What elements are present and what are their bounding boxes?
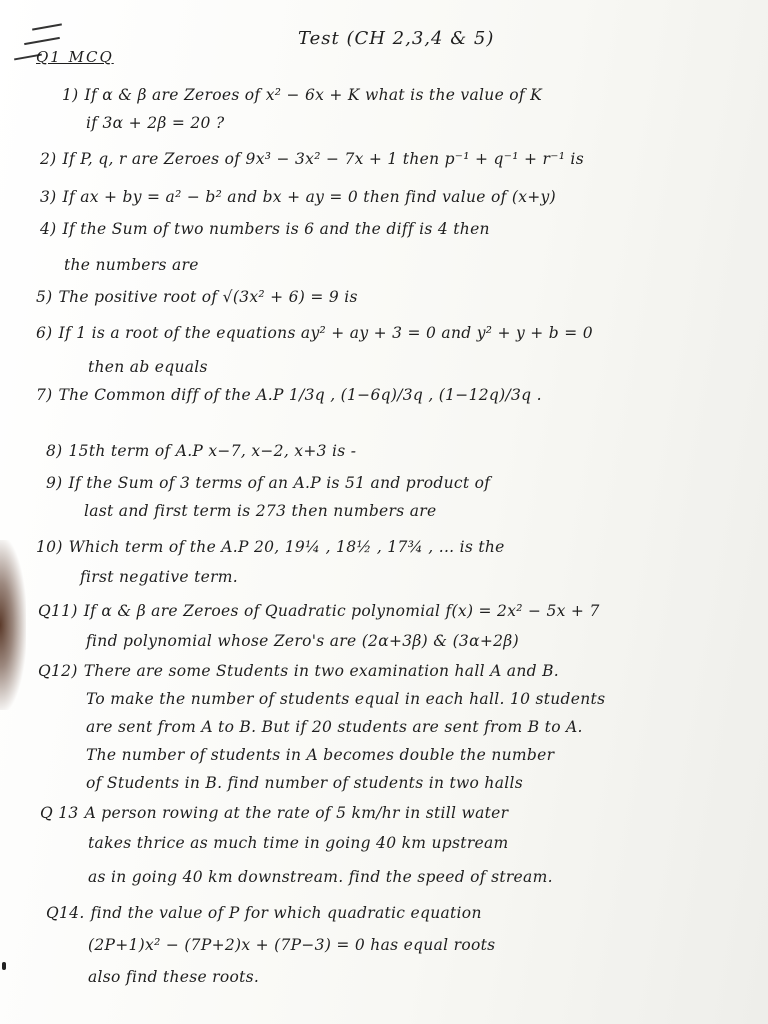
question-number: Q12) <box>38 662 78 680</box>
question-text: If the Sum of 3 terms of an A.P is 51 and product of <box>68 474 491 492</box>
question-number: 4) <box>40 220 57 238</box>
question-number: 10) <box>36 538 63 556</box>
question-13-line-2: takes thrice as much time in going 40 km upstream <box>88 834 509 852</box>
question-number: 5) <box>36 288 53 306</box>
question-10 <box>36 536 505 558</box>
question-13-line-3: as in going 40 km downstream. find the speed of stream. <box>88 868 553 886</box>
test-title: Test (CH 2,3,4 & 5) <box>298 28 495 49</box>
question-12-line-2: To make the number of students equal in each hall. 10 students <box>86 690 606 708</box>
question-3 <box>40 186 556 208</box>
question-6-line-2: then ab equals <box>88 358 208 376</box>
question-12 <box>38 660 559 682</box>
question-text: A person rowing at the rate of 5 km/hr in still water <box>84 804 509 822</box>
question-number: Q14. <box>46 904 85 922</box>
question-4 <box>40 218 490 240</box>
question-1-line-2: if 3α + 2β = 20 ? <box>86 114 225 132</box>
question-text: The positive root of √(3x² + 6) = 9 is <box>58 288 358 306</box>
question-text: If α & β are Zeroes of x² − 6x + K what is the value of K <box>84 86 543 104</box>
question-text: If ax + by = a² − b² and bx + ay = 0 then find value of (x+y) <box>62 188 556 206</box>
question-number: Q11) <box>38 602 78 620</box>
question-5 <box>36 286 358 308</box>
question-4-line-2: the numbers are <box>64 256 199 274</box>
question-text: find the value of P for which quadratic equation <box>90 904 482 922</box>
question-text: If α & β are Zeroes of Quadratic polynomial f(x) = 2x² − 5x + 7 <box>83 602 600 620</box>
question-number: Q 13 <box>40 804 79 822</box>
question-12-line-4: The number of students in A becomes double the number <box>86 746 555 764</box>
question-14-line-3: also find these roots. <box>88 968 260 986</box>
question-2 <box>40 148 584 170</box>
question-text: The Common diff of the A.P 1/3q , (1−6q)/3q , (1−12q)/3q . <box>58 386 542 404</box>
question-text: 15th term of A.P x−7, x−2, x+3 is - <box>68 442 357 460</box>
question-8 <box>46 440 356 462</box>
question-text: If 1 is a root of the equations ay² + ay + 3 = 0 and y² + y + b = 0 <box>58 324 593 342</box>
question-12-line-5: of Students in B. find number of students in two halls <box>86 774 524 792</box>
question-10-line-2: first negative term. <box>80 568 239 586</box>
question-number: 9) <box>46 474 63 492</box>
question-13 <box>40 802 508 824</box>
question-9-line-2: last and first term is 273 then numbers are <box>84 502 437 520</box>
question-text: Which term of the A.P 20, 19¼ , 18½ , 17¾ , ... is the <box>68 538 505 556</box>
question-14 <box>46 902 482 924</box>
question-text: There are some Students in two examination hall A and B. <box>83 662 560 680</box>
question-number: 7) <box>36 386 53 404</box>
margin-ink-dot <box>2 962 6 970</box>
question-14-line-2: (2P+1)x² − (7P+2)x + (7P−3) = 0 has equal roots <box>88 936 496 954</box>
question-text: If the Sum of two numbers is 6 and the diff is 4 then <box>62 220 490 238</box>
section-heading: Q1 MCQ <box>36 48 114 66</box>
question-number: 3) <box>40 188 57 206</box>
question-11 <box>38 600 600 622</box>
question-7 <box>36 384 542 406</box>
question-number: 6) <box>36 324 53 342</box>
question-6 <box>36 322 593 344</box>
question-number: 8) <box>46 442 63 460</box>
question-number: 1) <box>62 86 79 104</box>
question-12-line-3: are sent from A to B. But if 20 students are sent from B to A. <box>86 718 583 736</box>
question-1 <box>62 84 542 106</box>
question-text: If P, q, r are Zeroes of 9x³ − 3x² − 7x + 1 then p⁻¹ + q⁻¹ + r⁻¹ is <box>62 150 584 168</box>
question-9 <box>46 472 490 494</box>
question-11-line-2: find polynomial whose Zero's are (2α+3β) & (3α+2β) <box>86 632 519 650</box>
question-number: 2) <box>40 150 57 168</box>
finger-shadow <box>0 540 26 710</box>
